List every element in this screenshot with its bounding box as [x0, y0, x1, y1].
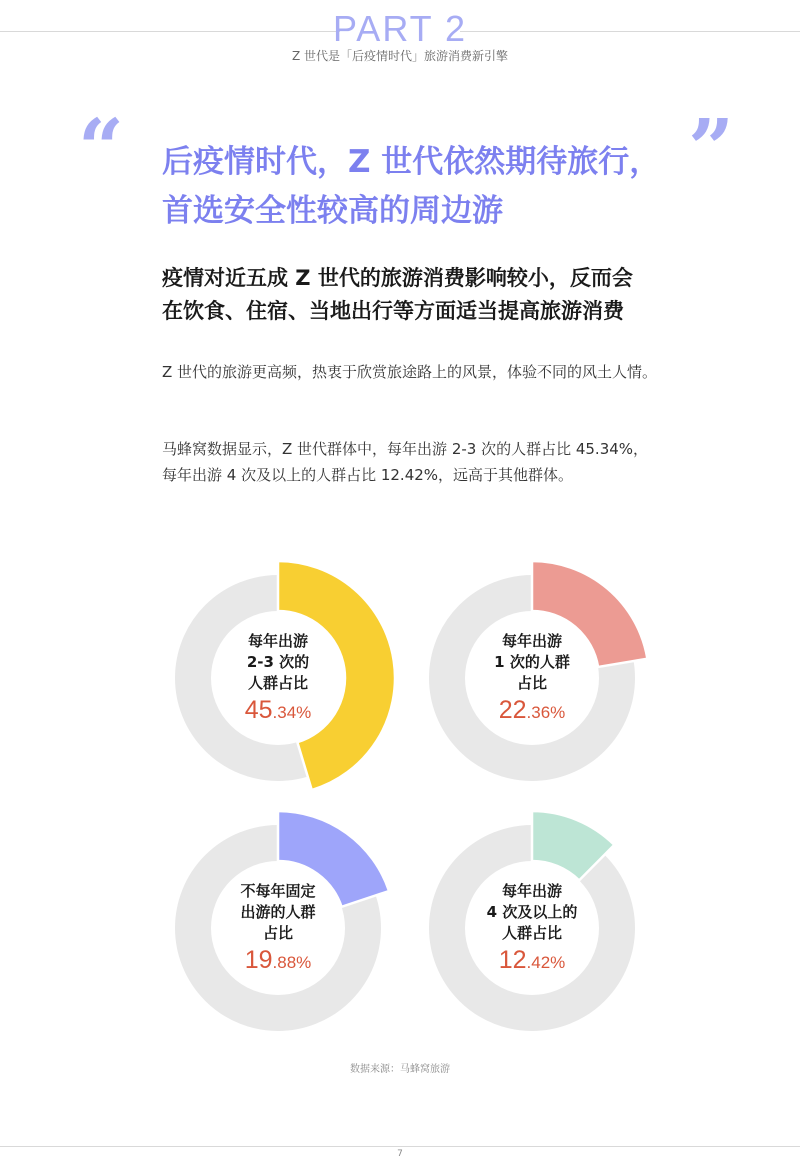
donut-label: 不每年固定 出游的人群 占比: [240, 882, 316, 942]
section-subtitle: Z 世代是「后疫情时代」旅游消费新引擎: [291, 49, 509, 63]
data-source: 数据来源：马蜂窝旅游: [350, 1064, 450, 1075]
percent-integer: 12: [498, 946, 527, 974]
body-paragraph-1: Z 世代的旅游更高频，热衷于欣赏旅途路上的风景，体验不同的风土人情。: [162, 363, 658, 381]
percent-integer: 22: [498, 696, 527, 724]
footer-rule: [0, 1146, 800, 1147]
sub-headline-line-2: 在饮食、住宿、当地出行等方面适当提高旅游消费: [162, 299, 624, 323]
donut-center: [422, 818, 642, 1038]
percent-decimal: .34%: [272, 703, 312, 722]
percent-decimal: .36%: [526, 703, 566, 722]
donut-chart-4-plus-times: [422, 818, 642, 1038]
page-number: 7: [397, 1149, 403, 1159]
part-label: PART 2: [332, 8, 468, 49]
close-quote-icon: ”: [688, 101, 735, 195]
sub-headline-line-1: 疫情对近五成 Z 世代的旅游消费影响较小，反而会: [162, 266, 633, 290]
page-headline: [162, 138, 682, 236]
donut-label: 每年出游 2-3 次的 人群占比: [246, 632, 310, 692]
donut-center: [422, 568, 642, 788]
donut-label: 每年出游 1 次的人群 占比: [494, 632, 570, 692]
donut-chart-2-3-times: [168, 568, 388, 788]
sub-headline: [162, 262, 722, 328]
donut-percentage: [245, 696, 312, 725]
donut-percentage: [499, 696, 566, 725]
donut-percentage: [499, 946, 566, 975]
percent-integer: 19: [244, 946, 273, 974]
donut-center: [168, 818, 388, 1038]
donut-chart-1-time: [422, 568, 642, 788]
donut-center: [168, 568, 388, 788]
donut-label: 每年出游 4 次及以上的 人群占比: [486, 882, 578, 942]
percent-integer: 45: [244, 696, 273, 724]
headline-line-2: 首选安全性较高的周边游: [162, 193, 503, 229]
open-quote-icon: “: [78, 101, 125, 195]
body-paragraph-2: 马蜂窝数据显示，Z 世代群体中，每年出游 2-3 次的人群占比 45.34%，每年出游 4 次及以上的人群占比 12.42%，远高于其他群体。: [162, 440, 649, 484]
donut-chart-not-every-year: [168, 818, 388, 1038]
percent-decimal: .88%: [272, 953, 312, 972]
percent-decimal: .42%: [526, 953, 566, 972]
headline-line-1: 后疫情时代，Z 世代依然期待旅行，: [162, 144, 661, 180]
donut-percentage: [245, 946, 312, 975]
